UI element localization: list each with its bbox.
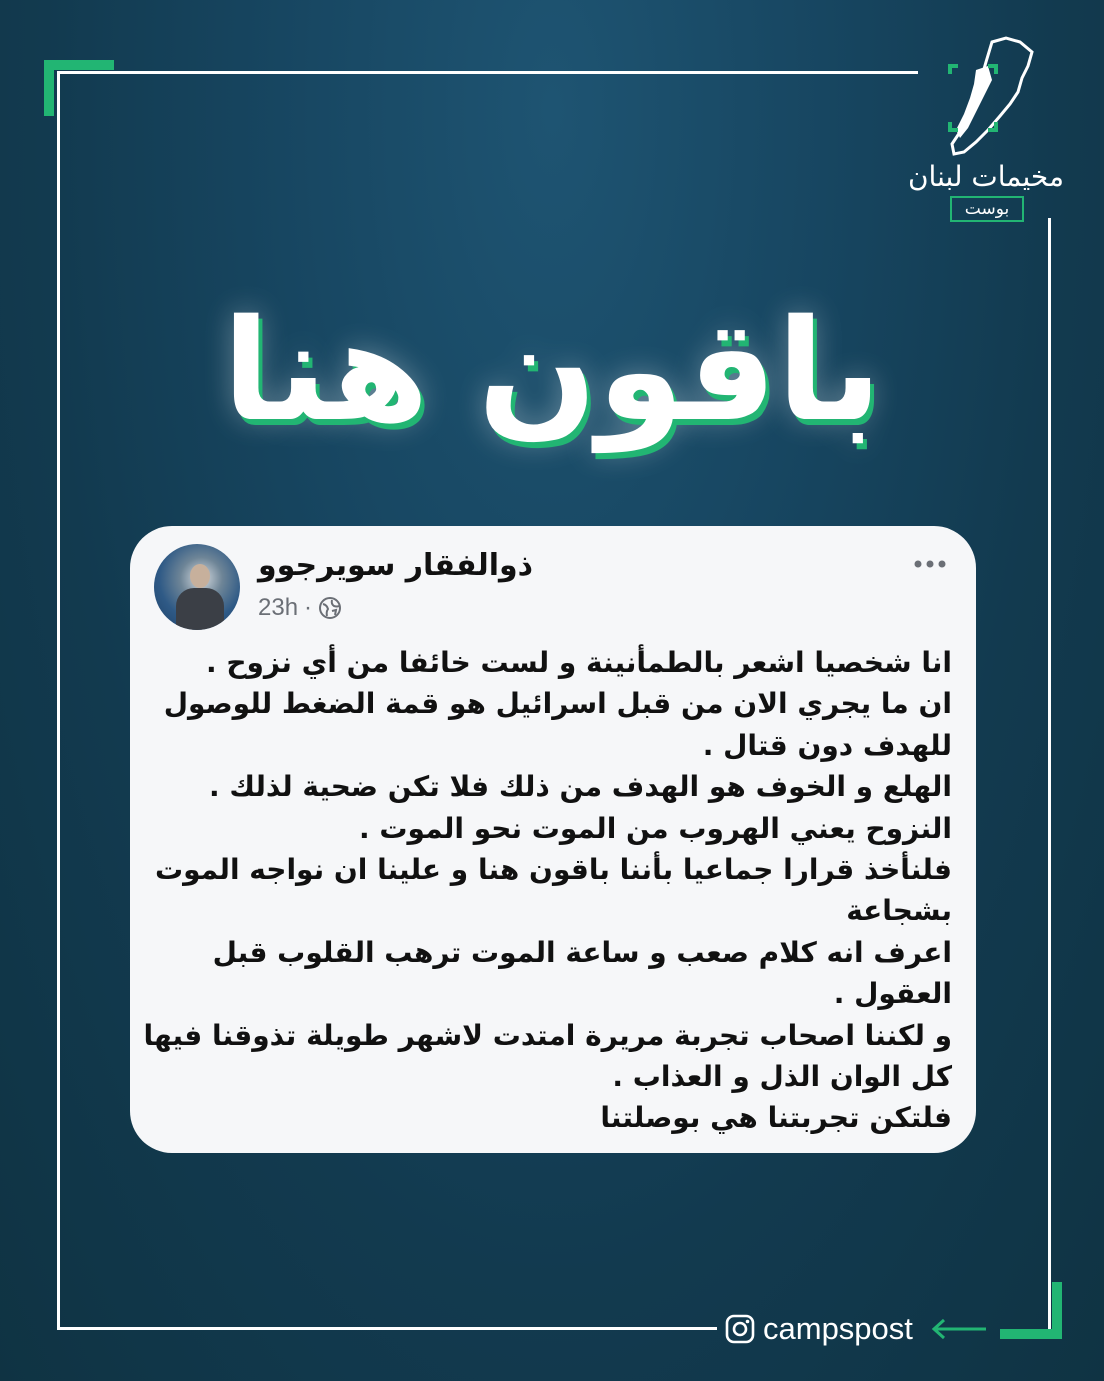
instagram-icon [725, 1314, 755, 1344]
brand-subtitle: بوست [950, 196, 1024, 222]
arrow-left-icon [930, 1318, 988, 1340]
frame-left-line [57, 71, 60, 1330]
brand-logo [896, 30, 1076, 230]
post-author[interactable]: ذوالفقار سويرجوو [258, 548, 534, 583]
post-line: ان ما يجري الان من قبل اسرائيل هو قمة الضغط للوصول [163, 687, 952, 721]
post-meta [258, 594, 342, 622]
avatar[interactable] [154, 544, 240, 630]
post-line: و لكننا اصحاب تجربة مريرة امتدت لاشهر طويلة تذوقنا فيها [143, 1018, 952, 1052]
frame-bottom-line [57, 1327, 717, 1330]
post-time[interactable]: 23h [258, 594, 299, 621]
meta-separator: · [304, 594, 313, 621]
post-line: اعرف انه كلام صعب و ساعة الموت ترهب القلوب قبل [212, 935, 952, 969]
post-line: بشجاعة [846, 894, 952, 928]
post-line: فلنأخذ قرارا جماعيا بأننا باقون هنا و علينا ان نواجه الموت [154, 853, 952, 887]
post-line: العقول . [833, 977, 952, 1011]
post-line: للهدف دون قتال . [702, 728, 952, 762]
corner-top-left-h [44, 60, 114, 70]
more-icon[interactable] [910, 554, 950, 574]
brand-name: مخيمات لبنان [907, 160, 1065, 193]
post-card [130, 526, 976, 1153]
headline: باقون هنا [222, 290, 882, 453]
post-line: الهلع و الخوف هو الهدف من ذلك فلا تكن ضحية لذلك . [208, 770, 952, 804]
post-line: كل الوان الذل و العذاب . [612, 1060, 952, 1094]
lebanon-map-icon [896, 30, 1076, 160]
frame-top-line [58, 71, 918, 74]
post-line: فلتكن تجربتنا هي بوصلتنا [600, 1101, 952, 1135]
post-body [143, 642, 952, 1139]
corner-top-left-v [44, 60, 54, 116]
globe-icon [318, 596, 342, 620]
post-line: انا شخصيا اشعر بالطمأنينة و لست خائفا من أي نزوح . [205, 646, 952, 679]
post-line: النزوح يعني الهروب من الموت نحو الموت . [359, 811, 952, 845]
corner-bottom-right-v [1052, 1282, 1062, 1339]
instagram-handle[interactable] [725, 1312, 913, 1346]
handle-text: campspost [763, 1311, 913, 1346]
